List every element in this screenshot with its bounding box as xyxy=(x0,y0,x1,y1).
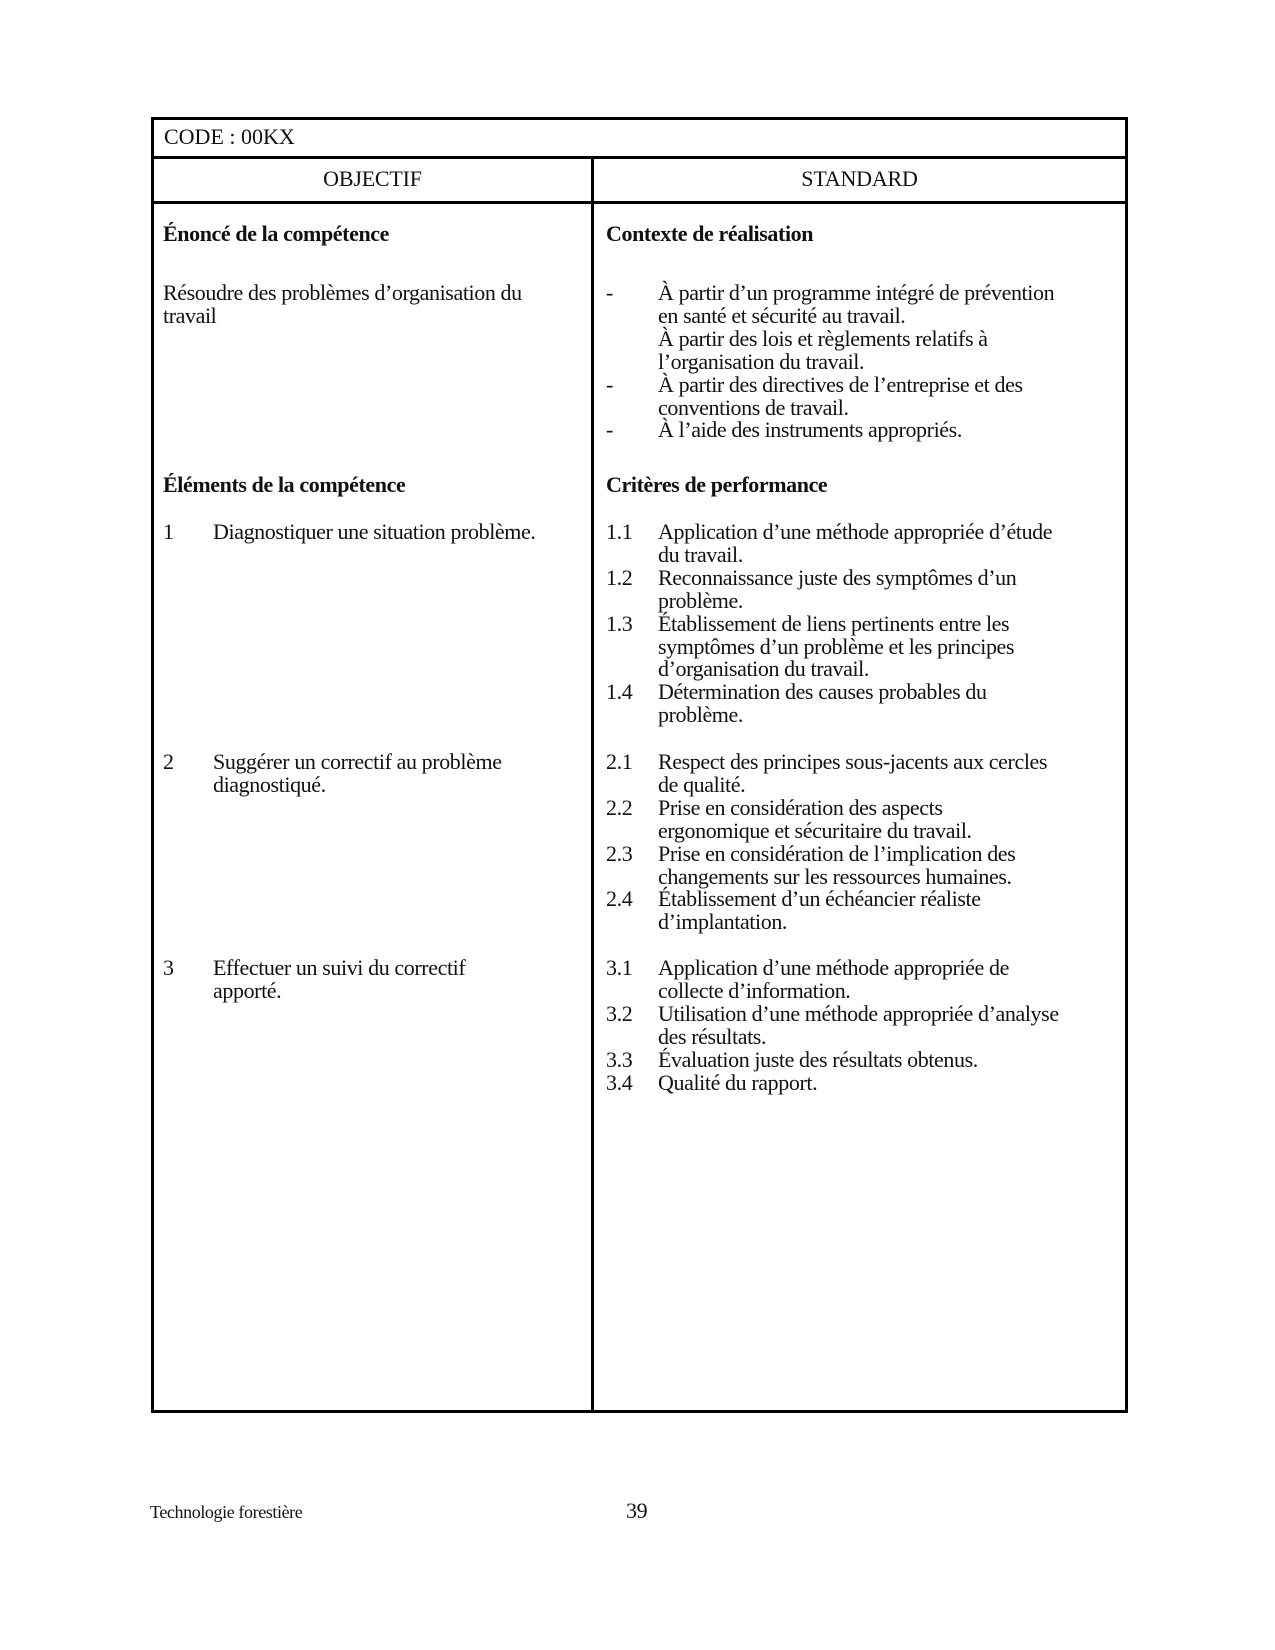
element-number: 2 xyxy=(163,749,174,774)
criterion-text: problème. xyxy=(658,702,743,728)
criterion-text: Évaluation juste des résultats obtenus. xyxy=(658,1046,978,1072)
criterion-number: 1.3 xyxy=(606,610,633,636)
criterion-number: 2.3 xyxy=(606,840,633,866)
criterion-number: 3.4 xyxy=(606,1069,633,1095)
code-label: CODE : 00KX xyxy=(164,124,295,149)
criterion-number: 3.3 xyxy=(606,1046,633,1072)
bullet-dash: - xyxy=(606,417,613,443)
criterion-text: Application d’une méthode appropriée de xyxy=(658,955,1009,980)
contexte-heading: Contexte de réalisation xyxy=(606,221,814,246)
criterion-number: 1.2 xyxy=(606,564,633,590)
contexte-item-text: l’organisation du travail. xyxy=(658,348,865,374)
contexte-item-text: À partir d’un programme intégré de prévention xyxy=(658,280,1055,305)
criterion-number: 1.1 xyxy=(606,519,633,544)
contexte-item-text: À partir des lois et règlements relatifs à xyxy=(658,325,988,351)
criterion-text: Reconnaissance juste des symptômes d’un xyxy=(658,564,1017,590)
element-text: Effectuer un suivi du correctif xyxy=(213,955,466,980)
criterion-text: Prise en considération de l’implication des xyxy=(658,840,1016,866)
criterion-text: d’implantation. xyxy=(658,909,788,935)
criterion-number: 3.1 xyxy=(606,955,633,980)
column-divider xyxy=(591,156,594,1410)
criterion-text: symptômes d’un problème et les principes xyxy=(658,633,1015,659)
bullet-dash: - xyxy=(606,371,613,397)
element-number: 1 xyxy=(163,519,174,544)
criterion-number: 2.4 xyxy=(606,886,633,912)
footer-title: Technologie forestière xyxy=(150,1502,303,1522)
criterion-text: Respect des principes sous-jacents aux cercles xyxy=(658,749,1048,774)
criterion-text: du travail. xyxy=(658,541,743,567)
page-number: 39 xyxy=(626,1498,648,1523)
criterion-text: d’organisation du travail. xyxy=(658,656,869,682)
criterion-number: 2.1 xyxy=(606,749,633,774)
criterion-text: Prise en considération des aspects xyxy=(658,794,943,820)
criterion-text: Établissement d’un échéancier réaliste xyxy=(658,886,981,912)
criterion-text: problème. xyxy=(658,587,743,613)
criterion-number: 2.2 xyxy=(606,794,633,820)
contexte-item-text: en santé et sécurité au travail. xyxy=(658,302,906,328)
criterion-text: des résultats. xyxy=(658,1023,767,1049)
bullet-dash: - xyxy=(606,280,613,305)
criterion-text: ergonomique et sécuritaire du travail. xyxy=(658,817,972,843)
standard-header: STANDARD xyxy=(801,166,918,191)
element-text: Diagnostiquer une situation problème. xyxy=(213,519,536,544)
divider xyxy=(154,201,1125,204)
criterion-text: Établissement de liens pertinents entre les xyxy=(658,610,1010,636)
element-text: Suggérer un correctif au problème xyxy=(213,749,502,774)
criterion-number: 1.4 xyxy=(606,679,633,705)
enonce-text: travail xyxy=(163,302,217,328)
criterion-number: 3.2 xyxy=(606,1000,633,1026)
divider xyxy=(154,156,1125,159)
element-text: apporté. xyxy=(213,977,282,1003)
criteres-heading: Critères de performance xyxy=(606,472,828,497)
criterion-text: de qualité. xyxy=(658,771,746,797)
element-number: 3 xyxy=(163,955,174,980)
contexte-item-text: conventions de travail. xyxy=(658,394,849,420)
contexte-item-text: À l’aide des instruments appropriés. xyxy=(658,417,962,443)
criterion-text: collecte d’information. xyxy=(658,977,851,1003)
objectif-header: OBJECTIF xyxy=(323,166,422,191)
criterion-text: Détermination des causes probables du xyxy=(658,679,987,705)
contexte-item-text: À partir des directives de l’entreprise et des xyxy=(658,371,1023,397)
criterion-text: Qualité du rapport. xyxy=(658,1069,818,1095)
enonce-heading: Énoncé de la compétence xyxy=(163,221,390,246)
criterion-text: Utilisation d’une méthode appropriée d’analyse xyxy=(658,1000,1059,1026)
element-text: diagnostiqué. xyxy=(213,771,326,797)
criterion-text: changements sur les ressources humaines. xyxy=(658,863,1012,889)
elements-heading: Éléments de la compétence xyxy=(163,472,406,497)
enonce-text: Résoudre des problèmes d’organisation du xyxy=(163,280,522,305)
criterion-text: Application d’une méthode appropriée d’étude xyxy=(658,519,1053,544)
